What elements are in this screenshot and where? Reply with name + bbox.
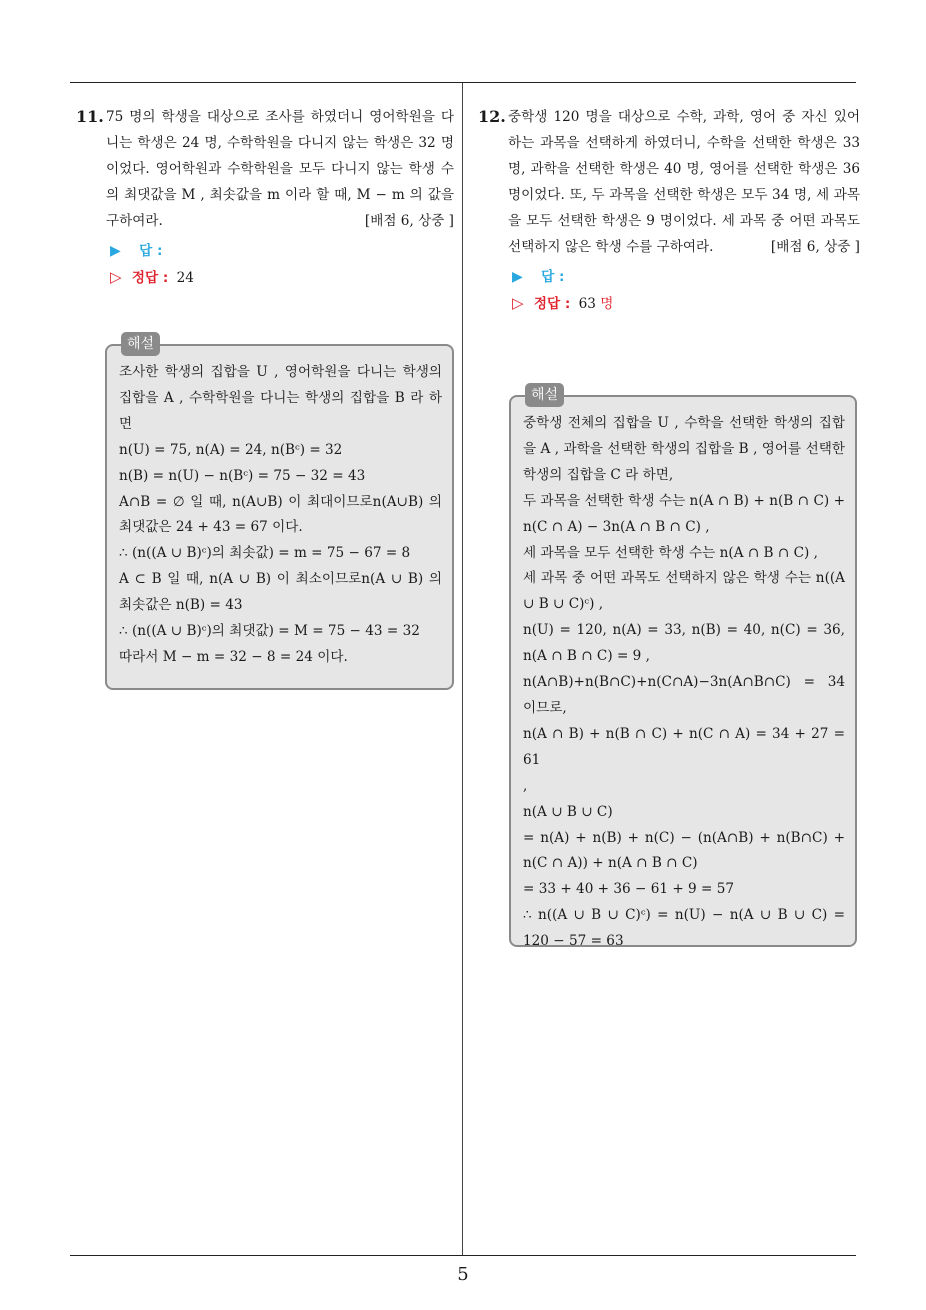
answer-block	[76, 238, 454, 290]
solution-line: = n(A) + n(B) + n(C) − (n(A∩B) + n(B∩C) + n(C ∩ A)) + n(A ∩ B ∩ C)	[523, 829, 845, 872]
correct-answer-row	[110, 264, 454, 290]
play-triangle-icon: ▶	[512, 269, 523, 285]
solution-box-12	[509, 387, 857, 950]
footer-rule	[70, 1255, 856, 1256]
solution-line: = 33 + 40 + 36 − 61 + 9 = 57	[523, 881, 735, 898]
solution-line: ∴ (n((A ∪ B)ᶜ)의 최댓값) = M = 75 − 43 = 32	[119, 623, 420, 640]
solution-line: 중학생 전체의 집합을 U , 수학을 선택한 학생의 집합을 A , 과학을 선택한 학생의 집합을 B , 영어를 선택한 학생의 집합을 C 라 하면,	[523, 415, 845, 483]
page-number: 5	[457, 1264, 469, 1285]
solution-line: A∩B = ∅ 일 때, n(A∪B) 이 최대이므로n(A∪B) 의 최댓값은 24 + 43 = 67 이다.	[119, 493, 442, 536]
question-meta: [배점 6, 상중 ]	[364, 213, 454, 229]
solution-line: n(A ∪ B ∪ C)	[523, 803, 613, 820]
correct-value: 63	[578, 296, 596, 312]
question-text: 중학생 120 명을 대상으로 수학, 과학, 영어 중 자신 있어 하는 과목을 선택하게 하였더니, 수학을 선택한 학생은 33 명, 과학을 선택한 학생은 40 명, 영어를 선택한 학생은 36 명이었다. 또, 두 과목을 선택한 학생은 모두 34 명, 세 과목을 모두 선택한 학생은 9 명이었다. 세 과목 중 어떤 과목도 선택하지 않은 학생 수를 구하여라.	[508, 109, 860, 255]
solution-tag: 해설	[121, 332, 160, 356]
solution-tag: 해설	[525, 383, 564, 407]
question-12	[478, 104, 860, 316]
correct-label: 정답 :	[533, 296, 571, 312]
outline-triangle-icon: ▷	[512, 294, 524, 312]
solution-box-11	[105, 336, 454, 690]
solution-line: 세 과목을 모두 선택한 학생 수는 n(A ∩ B ∩ C) ,	[523, 544, 818, 561]
solution-line: n(U) = 75, n(A) = 24, n(Bᶜ) = 32	[119, 441, 343, 458]
solution-line: n(A∩B)+n(B∩C)+n(C∩A)−3n(A∩B∩C) = 34 이므로,	[523, 674, 845, 716]
column-divider	[462, 83, 463, 1255]
play-triangle-icon: ▶	[110, 243, 121, 259]
question-meta: [배점 6, 상중 ]	[770, 239, 860, 255]
answer-block	[478, 264, 860, 316]
solution-line: ,	[523, 777, 528, 794]
answer-row	[512, 264, 860, 290]
correct-unit: 명	[600, 296, 614, 312]
solution-line: n(B) = n(U) − n(Bᶜ) = 75 − 32 = 43	[119, 467, 366, 484]
answer-row	[110, 238, 454, 264]
solution-line: ∴ n((A ∪ B ∪ C)ᶜ) = n(U) − n(A ∪ B ∪ C) = 120 − 57 = 63	[523, 907, 845, 950]
solution-line: A ⊂ B 일 때, n(A ∪ B) 이 최소이므로n(A ∪ B) 의 최솟값은 n(B) = 43	[119, 571, 442, 614]
correct-label: 정답 :	[131, 270, 169, 286]
correct-answer-row	[512, 290, 860, 316]
solution-line: n(U) = 120, n(A) = 33, n(B) = 40, n(C) = 36, n(A ∩ B ∩ C) = 9 ,	[523, 622, 845, 665]
solution-line: n(A ∩ B) + n(B ∩ C) + n(C ∩ A) = 34 + 27 = 61	[523, 725, 845, 768]
outline-triangle-icon: ▷	[110, 268, 122, 286]
answer-label: 답 :	[541, 269, 565, 285]
solution-line: ∴ (n((A ∪ B)ᶜ)의 최솟값) = m = 75 − 67 = 8	[119, 545, 411, 562]
answer-label: 답 :	[139, 243, 163, 259]
question-number: 11.	[76, 107, 104, 126]
solution-line: 조사한 학생의 집합을 U , 영어학원을 다니는 학생의 집합을 A , 수학학원을 다니는 학생의 집합을 B 라 하면	[119, 364, 442, 432]
question-11	[76, 104, 454, 290]
correct-value: 24	[176, 270, 194, 286]
solution-line: 세 과목 중 어떤 과목도 선택하지 않은 학생 수는 n((A ∪ B ∪ C)ᶜ) ,	[523, 570, 845, 613]
solution-line: 두 과목을 선택한 학생 수는 n(A ∩ B) + n(B ∩ C) + n(C ∩ A) − 3n(A ∩ B ∩ C) ,	[523, 492, 845, 535]
header-rule	[70, 82, 856, 83]
question-text: 75 명의 학생을 대상으로 조사를 하였더니 영어학원을 다니는 학생은 24 명, 수학학원을 다니지 않는 학생은 32 명이었다. 영어학원과 수학학원을 모두 다니지 않는 학생 수의 최댓값을 M , 최솟값을 m 이라 할 때, M − m 의 값을 구하여라.	[106, 109, 454, 229]
question-number: 12.	[478, 107, 506, 126]
solution-line: 따라서 M − m = 32 − 8 = 24 이다.	[119, 648, 348, 665]
